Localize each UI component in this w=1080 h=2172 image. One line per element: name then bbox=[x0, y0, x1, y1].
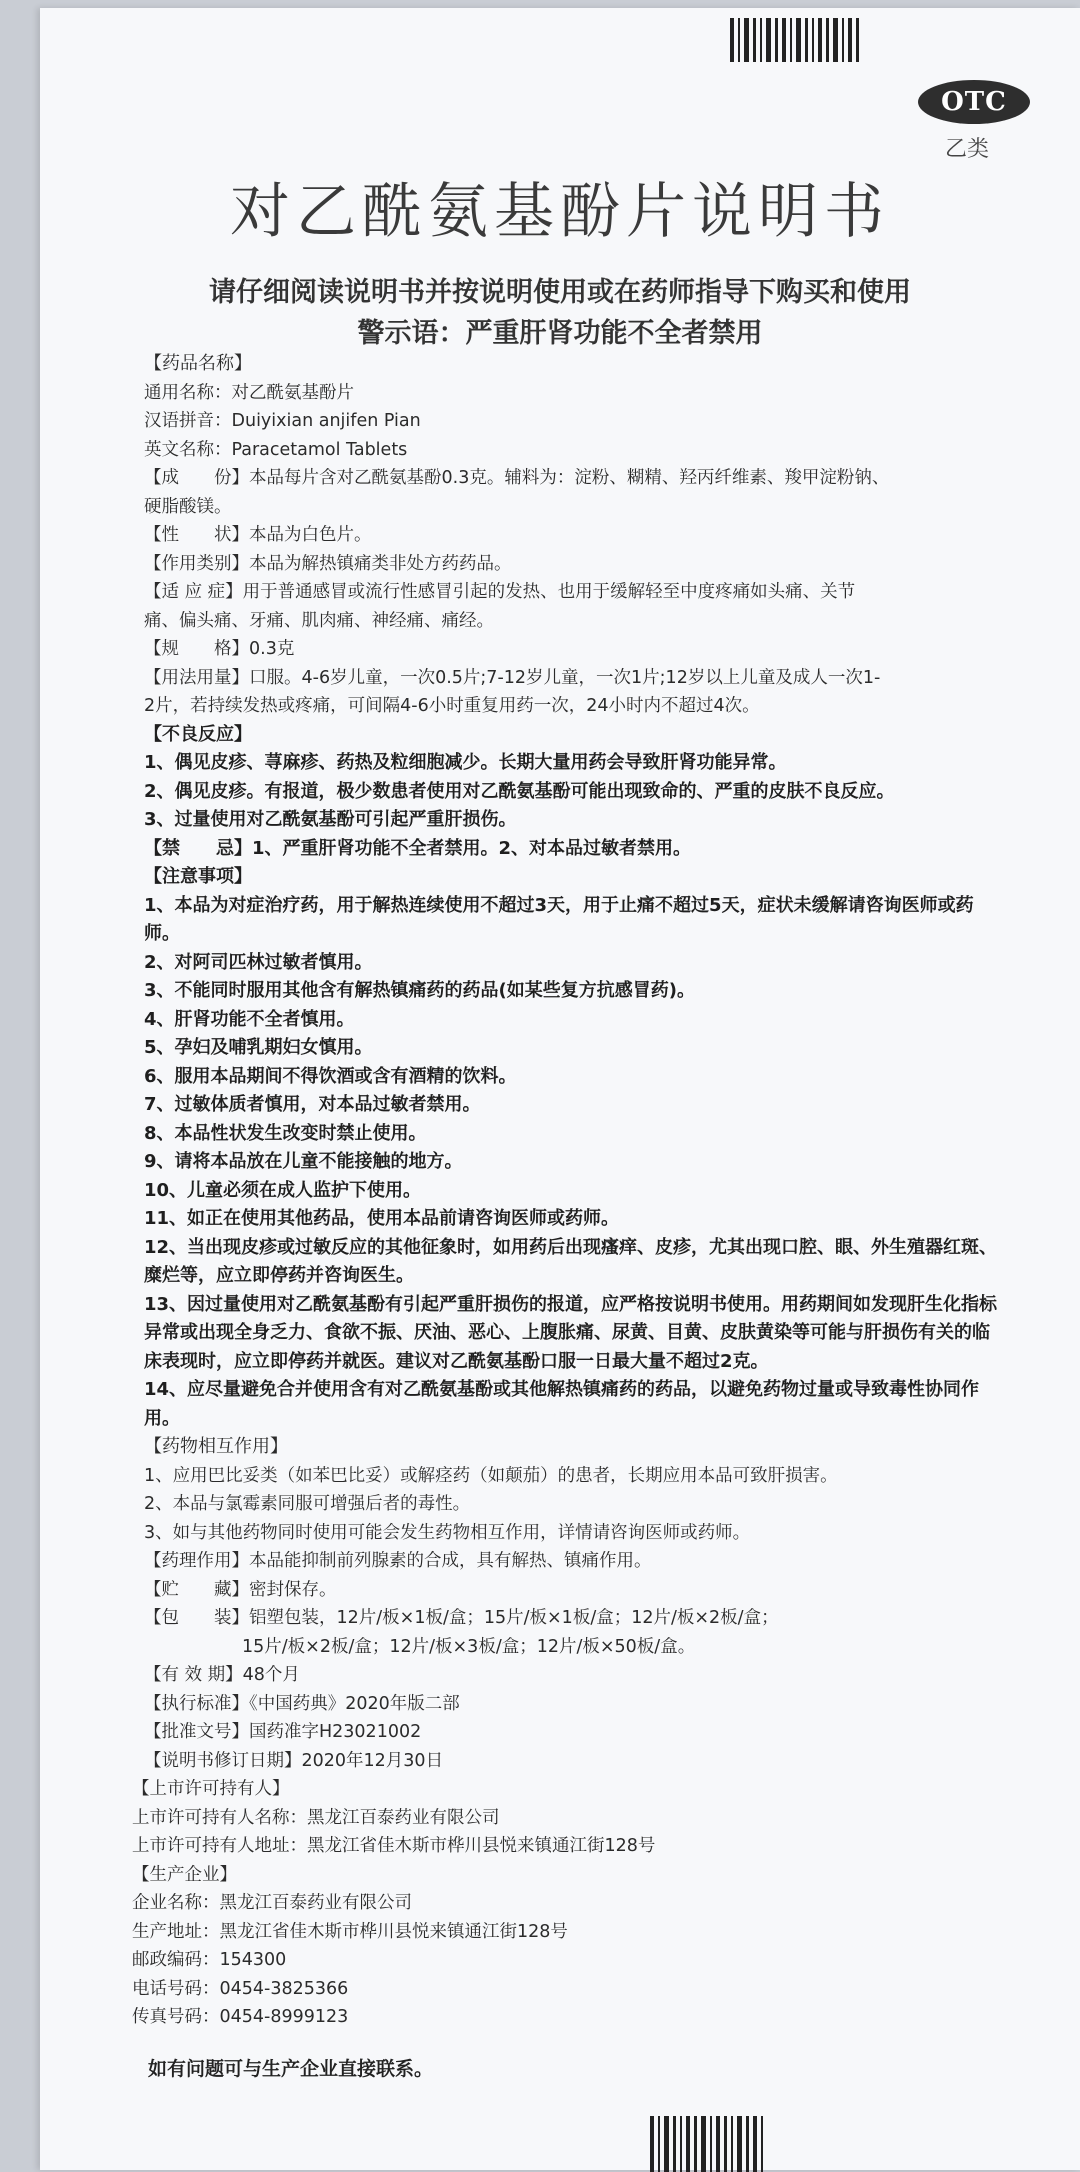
precaution-item: 6、服用本品期间不得饮酒或含有酒精的饮料。 bbox=[144, 1065, 517, 1087]
appearance: 【性 状】本品为白色片。 bbox=[144, 525, 372, 545]
precaution-item: 11、如正在使用其他药品，使用本品前请咨询医师或药师。 bbox=[144, 1208, 620, 1229]
indications-line-2: 痛、偏头痛、牙痛、肌肉痛、神经痛、痛经。 bbox=[144, 610, 494, 631]
precaution-item: 14、应尽量避免合并使用含有对乙酰氨基酚或其他解热镇痛药的药品，以避免药物过量或导致毒性协同作用。 bbox=[144, 1379, 980, 1429]
leaflet-body bbox=[132, 350, 1004, 2032]
dosage-line-1: 【用法用量】口服。4-6岁儿童，一次0.5片;7-12岁儿童，一次1片;12岁以上儿童及成人一次1- bbox=[144, 667, 881, 688]
adverse-item: 2、偶见皮疹。有报道，极少数患者使用对乙酰氨基酚可能出现致命的、严重的皮肤不良反应。 bbox=[144, 780, 895, 802]
fax-number: 传真号码：0454-8999123 bbox=[132, 2007, 349, 2027]
manufacturer-heading: 【生产企业】 bbox=[132, 1864, 237, 1885]
precaution-item: 12、当出现皮疹或过敏反应的其他征象时，如用药后出现瘙痒、皮疹，尤其出现口腔、眼、外生殖器红斑、糜烂等，应立即停药并咨询医生。 bbox=[144, 1236, 998, 1286]
drug-category: 【作用类别】本品为解热镇痛类非处方药药品。 bbox=[144, 553, 512, 574]
interactions-heading: 【药物相互作用】 bbox=[144, 1436, 288, 1457]
precaution-item: 5、孕妇及哺乳期妇女慎用。 bbox=[144, 1037, 373, 1058]
interaction-item: 2、本品与氯霉素同服可增强后者的毒性。 bbox=[144, 1494, 471, 1514]
manufacturer-address: 生产地址：黑龙江省佳木斯市桦川县悦来镇通江街128号 bbox=[132, 1921, 568, 1942]
interaction-item: 1、应用巴比妥类（如苯巴比妥）或解痉药（如颠茄）的患者，长期应用本品可致肝损害。 bbox=[144, 1465, 838, 1486]
drug-name-heading: 【药品名称】 bbox=[144, 353, 252, 374]
precautions-heading: 【注意事项】 bbox=[144, 866, 252, 887]
holder-heading: 【上市许可持有人】 bbox=[132, 1779, 290, 1799]
validity: 【有 效 期】48个月 bbox=[144, 1665, 300, 1685]
package-line-1: 【包 装】铝塑包装，12片/板×1板/盒；15片/板×1板/盒；12片/板×2板/盒； bbox=[144, 1608, 779, 1628]
barcode-top bbox=[730, 18, 863, 62]
execution-standard: 【执行标准】《中国药典》2020年版二部 bbox=[144, 1693, 460, 1714]
interaction-item: 3、如与其他药物同时使用可能会发生药物相互作用，详情请咨询医师或药师。 bbox=[144, 1522, 751, 1543]
precaution-item: 10、儿童必须在成人监护下使用。 bbox=[144, 1179, 422, 1201]
otc-class-label: 乙类 bbox=[945, 137, 990, 162]
indications-line-1: 【适 应 症】用于普通感冒或流行性感冒引起的发热、也用于缓解轻至中度疼痛如头痛、关节 bbox=[144, 582, 856, 602]
postcode: 邮政编码：154300 bbox=[132, 1950, 287, 1970]
english-name: 英文名称：Paracetamol Tablets bbox=[144, 439, 408, 460]
leaflet-sheet bbox=[40, 8, 1080, 2170]
generic-name: 通用名称：对乙酰氨基酚片 bbox=[144, 382, 354, 403]
pharmacology: 【药理作用】本品能抑制前列腺素的合成，具有解热、镇痛作用。 bbox=[144, 1551, 652, 1571]
phone-number: 电话号码：0454-3825366 bbox=[132, 1978, 349, 1999]
precaution-item: 1、本品为对症治疗药，用于解热连续使用不超过3天，用于止痛不超过5天，症状未缓解请咨询医师或药师。 bbox=[144, 894, 974, 944]
adverse-heading: 【不良反应】 bbox=[144, 723, 252, 745]
holder-address: 上市许可持有人地址：黑龙江省佳木斯市桦川县悦来镇通江街128号 bbox=[132, 1836, 656, 1856]
revision-date: 【说明书修订日期】2020年12月30日 bbox=[144, 1750, 444, 1771]
precaution-item: 9、请将本品放在儿童不能接触的地方。 bbox=[144, 1151, 463, 1172]
barcode-bottom bbox=[650, 2116, 767, 2172]
precaution-item: 3、不能同时服用其他含有解热镇痛药的药品(如某些复方抗感冒药)。 bbox=[144, 980, 695, 1001]
composition-line-1: 【成 份】本品每片含对乙酰氨基酚0.3克。辅料为：淀粉、糊精、羟丙纤维素、羧甲淀粉钠、 bbox=[144, 468, 890, 488]
adverse-item: 1、偶见皮疹、荨麻疹、药热及粒细胞减少。长期大量用药会导致肝肾功能异常。 bbox=[144, 752, 787, 773]
precaution-item: 8、本品性状发生改变时禁止使用。 bbox=[144, 1122, 427, 1144]
precaution-item: 2、对阿司匹林过敏者慎用。 bbox=[144, 951, 373, 973]
contraindications: 【禁 忌】1、严重肝肾功能不全者禁用。2、对本品过敏者禁用。 bbox=[144, 837, 692, 859]
holder-name: 上市许可持有人名称：黑龙江百泰药业有限公司 bbox=[132, 1807, 500, 1828]
dosage-line-2: 2片，若持续发热或疼痛，可间隔4-6小时重复用药一次，24小时内不超过4次。 bbox=[144, 696, 760, 716]
manufacturer-name: 企业名称：黑龙江百泰药业有限公司 bbox=[132, 1893, 412, 1913]
warning-statement: 警示语：严重肝肾功能不全者禁用 bbox=[357, 318, 763, 349]
pinyin-name: 汉语拼音：Duiyixian anjifen Pian bbox=[144, 411, 421, 431]
specification: 【规 格】0.3克 bbox=[144, 639, 295, 659]
document-title: 对乙酰氨基酚片说明书 bbox=[230, 177, 890, 247]
precaution-item: 4、肝肾功能不全者慎用。 bbox=[144, 1008, 355, 1030]
precaution-item: 13、因过量使用对乙酰氨基酚有引起严重肝损伤的报道，应严格按说明书使用。用药期间如发现肝生化指标异常或出现全身乏力、食欲不振、厌油、恶心、上腹胀痛、尿黄、目黄、皮肤黄染等可能与肝损伤有关的临床表现时，应立即停药并就医。建议对乙酰氨基酚口服一日最大量不超过2克。 bbox=[144, 1293, 998, 1372]
usage-notice: 请仔细阅读说明书并按说明使用或在药师指导下购买和使用 bbox=[209, 277, 911, 308]
storage: 【贮 藏】密封保存。 bbox=[144, 1579, 337, 1600]
precaution-item: 7、过敏体质者慎用，对本品过敏者禁用。 bbox=[144, 1094, 481, 1115]
otc-badge: OTC bbox=[918, 80, 1030, 124]
adverse-item: 3、过量使用对乙酰氨基酚可引起严重肝损伤。 bbox=[144, 809, 517, 830]
package-line-2: 15片/板×2板/盒；12片/板×3板/盒；12片/板×50板/盒。 bbox=[242, 1636, 696, 1657]
closing-note: 如有问题可与生产企业直接联系。 bbox=[148, 2058, 434, 2080]
composition-line-2: 硬脂酸镁。 bbox=[144, 496, 232, 517]
approval-number: 【批准文号】国药准字H23021002 bbox=[144, 1722, 422, 1742]
